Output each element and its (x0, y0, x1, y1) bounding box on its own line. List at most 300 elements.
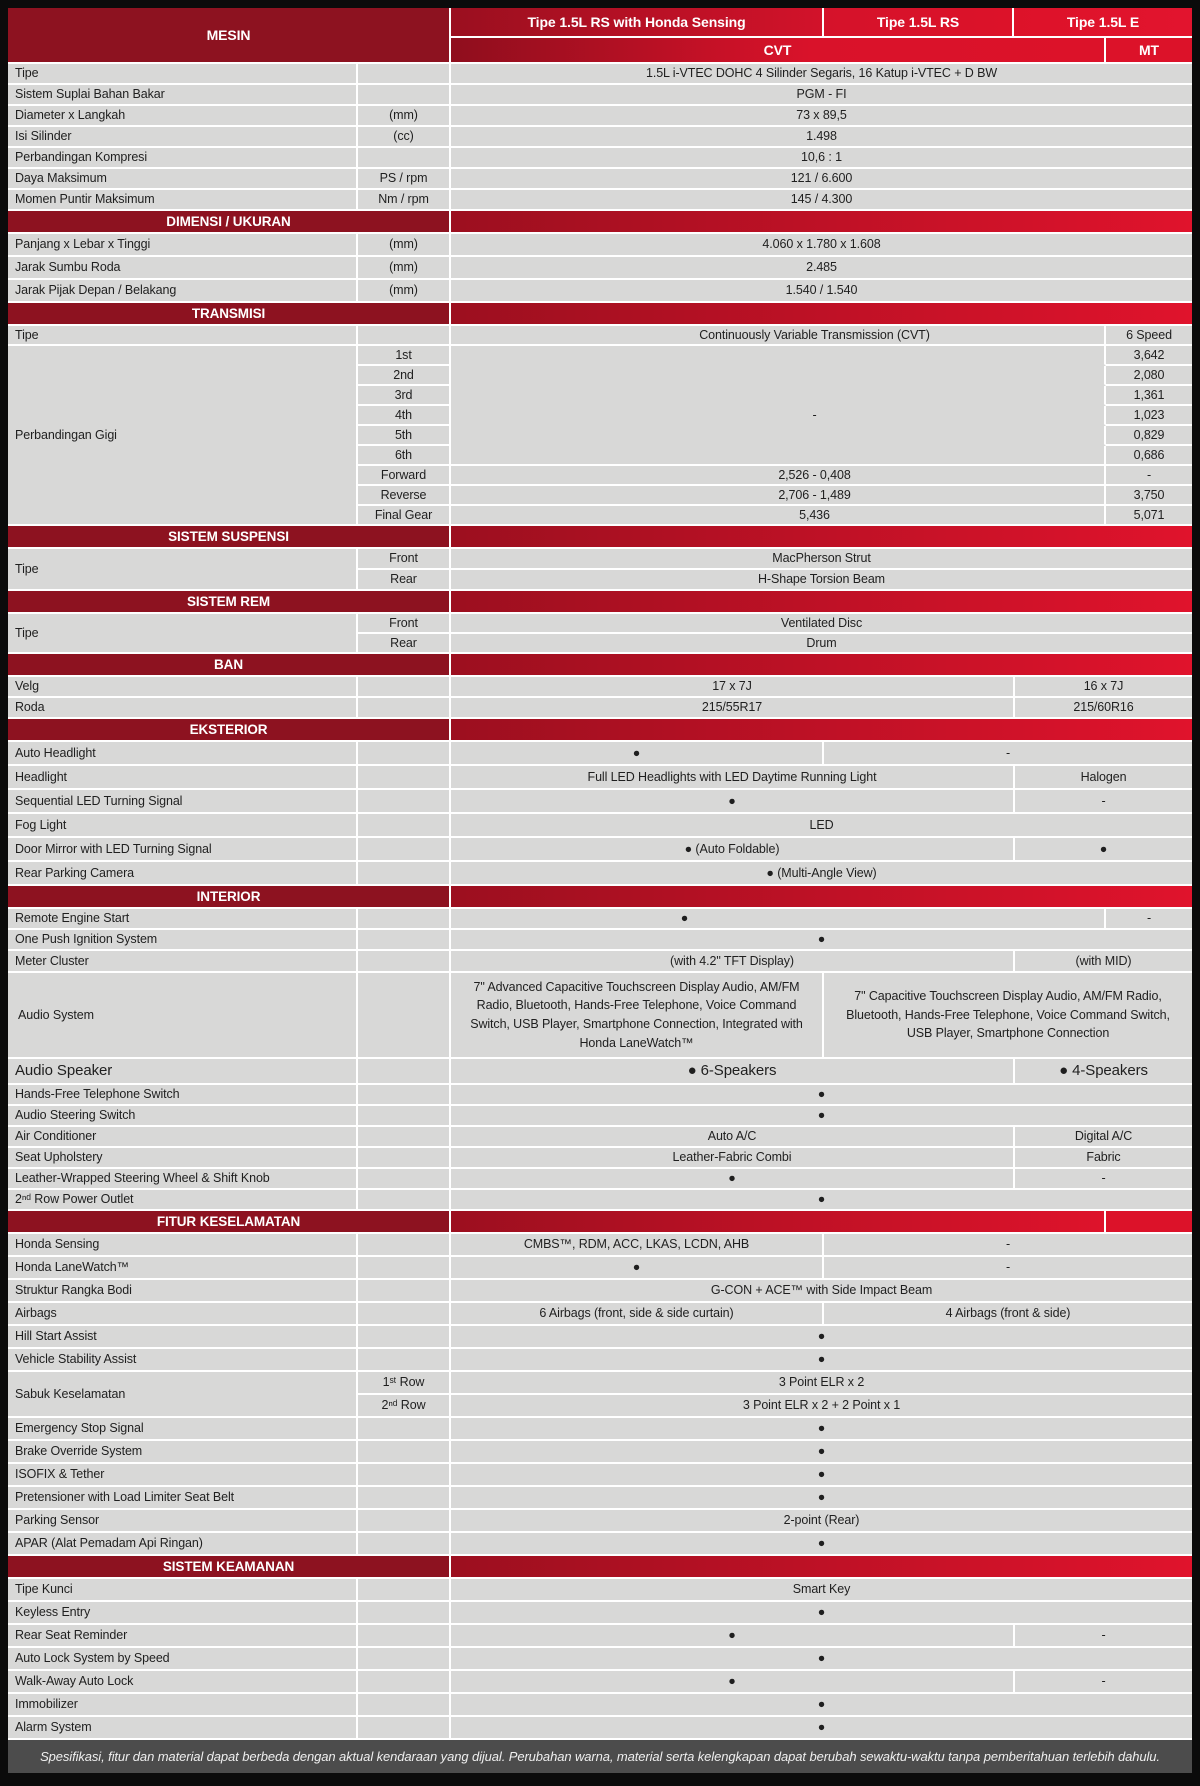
section-title-mesin: MESIN (8, 8, 451, 64)
row-unit: 5th (358, 426, 451, 446)
spec-row (8, 1464, 1192, 1487)
feature-dot: ● (451, 790, 1015, 814)
not-available-mark: - (1106, 466, 1192, 486)
row-label: Diameter x Langkah (8, 106, 358, 127)
spec-row (8, 1169, 1192, 1190)
spec-row (8, 1326, 1192, 1349)
row-label: Honda Sensing (8, 1234, 358, 1257)
value-cell (451, 446, 1106, 466)
row-label: Keyless Entry (8, 1602, 358, 1625)
spec-row (8, 1148, 1192, 1169)
spec-row (358, 549, 1192, 570)
row-unit (358, 814, 451, 838)
value-cell: 3,750 (1106, 486, 1192, 506)
value-cell: 1.540 / 1.540 (451, 280, 1192, 303)
value-cell: 215/60R16 (1015, 698, 1192, 719)
value-cell: 2,080 (1106, 366, 1192, 386)
row-label: Leather-Wrapped Steering Wheel & Shift Knob (8, 1169, 358, 1190)
section (8, 211, 1192, 303)
row-unit (358, 1303, 451, 1326)
row-label: Hands-Free Telephone Switch (8, 1085, 358, 1106)
row-label: Audio Speaker (8, 1059, 358, 1085)
spec-row (8, 1533, 1192, 1556)
value-cell: 0,686 (1106, 446, 1192, 466)
row-label: 2ⁿᵈ Row Power Outlet (8, 1190, 358, 1211)
section-band-fill (451, 1211, 1106, 1234)
row-label: Velg (8, 677, 358, 698)
row-label: Perbandingan Gigi (8, 346, 358, 526)
value-cell: 2-point (Rear) (451, 1510, 1192, 1533)
feature-dot: ● (451, 1625, 1015, 1648)
value-cell: Digital A/C (1015, 1127, 1192, 1148)
section-band-fill (451, 886, 1192, 909)
row-unit: 1ˢᵗ Row (358, 1372, 451, 1395)
spec-row (8, 838, 1192, 862)
value-cell (451, 346, 1106, 366)
row-label: Rear Parking Camera (8, 862, 358, 886)
transmission-header-mt: MT (1106, 38, 1192, 64)
group-rows (358, 614, 1192, 654)
feature-dot: ● (451, 1190, 1192, 1211)
section-title: SISTEM KEAMANAN (8, 1556, 451, 1579)
trim-header-rs-honda-sensing: Tipe 1.5L RS with Honda Sensing (451, 8, 824, 38)
feature-dot: ● (451, 742, 824, 766)
row-label: Remote Engine Start (8, 909, 358, 930)
feature-dot: ● (451, 909, 1106, 930)
row-unit (358, 1127, 451, 1148)
spec-row (358, 426, 1192, 446)
spec-row (8, 1418, 1192, 1441)
section-band-fill (451, 303, 1192, 326)
spec-row (8, 1717, 1192, 1740)
spec-row (8, 698, 1192, 719)
row-unit (358, 1190, 451, 1211)
row-unit: (mm) (358, 106, 451, 127)
spec-row (8, 190, 1192, 211)
section-band (8, 303, 1192, 326)
group-rows (358, 549, 1192, 591)
value-cell: 10,6 : 1 (451, 148, 1192, 169)
value-cell: 1.498 (451, 127, 1192, 148)
feature-dot: ● (451, 1106, 1192, 1127)
spec-row (8, 677, 1192, 698)
value-cell: ● (Multi-Angle View) (451, 862, 1192, 886)
spec-row (8, 1349, 1192, 1372)
spec-row (8, 1625, 1192, 1648)
row-label: Door Mirror with LED Turning Signal (8, 838, 358, 862)
section-title: EKSTERIOR (8, 719, 451, 742)
value-cell: 3 Point ELR x 2 (451, 1372, 1192, 1395)
value-cell: 121 / 6.600 (451, 169, 1192, 190)
group-rows (358, 346, 1192, 526)
value-cell: 215/55R17 (451, 698, 1015, 719)
feature-dot: ● (451, 1257, 824, 1280)
spec-row (358, 634, 1192, 654)
spec-row (358, 1372, 1192, 1395)
spec-row (358, 486, 1192, 506)
value-cell: Halogen (1015, 766, 1192, 790)
spec-row (8, 64, 1192, 85)
spec-row (358, 506, 1192, 526)
feature-dot: ● (451, 1487, 1192, 1510)
value-cell: 1.5L i-VTEC DOHC 4 Silinder Segaris, 16 Katup i-VTEC + D BW (451, 64, 1192, 85)
spec-row (8, 1441, 1192, 1464)
feature-dot: ● (451, 1349, 1192, 1372)
row-unit (358, 790, 451, 814)
feature-dot: ● (451, 1085, 1192, 1106)
row-unit: Nm / rpm (358, 190, 451, 211)
value-cell: 16 x 7J (1015, 677, 1192, 698)
not-available-mark: - (451, 406, 1106, 426)
value-cell: 4.060 x 1.780 x 1.608 (451, 234, 1192, 257)
section (8, 1211, 1192, 1556)
row-label: Brake Override System (8, 1441, 358, 1464)
spec-row (358, 1395, 1192, 1418)
value-cell: 73 x 89,5 (451, 106, 1192, 127)
row-unit (358, 1257, 451, 1280)
spec-row-group (8, 346, 1192, 526)
spec-row (8, 1257, 1192, 1280)
row-label: Air Conditioner (8, 1127, 358, 1148)
spec-row (8, 909, 1192, 930)
feature-dot: ● (451, 1441, 1192, 1464)
row-unit (358, 909, 451, 930)
value-cell: ● 6-Speakers (451, 1059, 1015, 1085)
row-label: Pretensioner with Load Limiter Seat Belt (8, 1487, 358, 1510)
row-label: Roda (8, 698, 358, 719)
value-cell: MacPherson Strut (451, 549, 1192, 570)
row-label: Walk-Away Auto Lock (8, 1671, 358, 1694)
spec-row (8, 148, 1192, 169)
row-unit: Rear (358, 570, 451, 591)
row-unit: 3rd (358, 386, 451, 406)
section-band-fill (451, 719, 1192, 742)
spec-row (8, 1671, 1192, 1694)
row-label: Vehicle Stability Assist (8, 1349, 358, 1372)
spec-row (8, 257, 1192, 280)
feature-dot: ● (451, 1533, 1192, 1556)
value-cell (451, 386, 1106, 406)
row-unit (358, 148, 451, 169)
row-unit (358, 838, 451, 862)
spec-row (358, 446, 1192, 466)
spec-row (8, 1127, 1192, 1148)
feature-dot: ● (451, 930, 1192, 951)
row-label: Daya Maksimum (8, 169, 358, 190)
row-unit (358, 1625, 451, 1648)
section-band-fill (451, 654, 1192, 677)
spec-row-group (8, 1372, 1192, 1418)
value-cell: ● (Auto Foldable) (451, 838, 1015, 862)
row-unit (358, 1694, 451, 1717)
row-unit: 2ⁿᵈ Row (358, 1395, 451, 1418)
row-unit (358, 1717, 451, 1740)
row-unit (358, 951, 451, 973)
row-label: Sabuk Keselamatan (8, 1372, 358, 1418)
spec-row (358, 346, 1192, 366)
row-label: APAR (Alat Pemadam Api Ringan) (8, 1533, 358, 1556)
value-cell: 5,436 (451, 506, 1106, 526)
value-cell: 6 Speed (1106, 326, 1192, 346)
spec-row (8, 862, 1192, 886)
section-band-fill (451, 211, 1192, 234)
row-unit (358, 766, 451, 790)
not-available-mark: - (824, 1234, 1192, 1257)
section-band-fill-mt (1106, 1211, 1192, 1234)
row-unit (358, 1487, 451, 1510)
spec-row (8, 1648, 1192, 1671)
section-title: SISTEM SUSPENSI (8, 526, 451, 549)
spec-row (8, 106, 1192, 127)
row-unit: 1st (358, 346, 451, 366)
value-cell: 2.485 (451, 257, 1192, 280)
value-cell: 6 Airbags (front, side & side curtain) (451, 1303, 824, 1326)
spec-row (8, 1487, 1192, 1510)
value-cell: Fabric (1015, 1148, 1192, 1169)
not-available-mark: - (1106, 909, 1192, 930)
row-unit (358, 1464, 451, 1487)
spec-row (8, 1602, 1192, 1625)
row-unit (358, 1106, 451, 1127)
section (8, 303, 1192, 526)
row-label: Auto Headlight (8, 742, 358, 766)
row-unit (358, 1169, 451, 1190)
section-band (8, 591, 1192, 614)
row-label: Emergency Stop Signal (8, 1418, 358, 1441)
spec-row (8, 85, 1192, 106)
spec-row (8, 1234, 1192, 1257)
row-unit: 4th (358, 406, 451, 426)
row-label: Alarm System (8, 1717, 358, 1740)
feature-dot: ● (451, 1169, 1015, 1190)
spec-row-group (8, 614, 1192, 654)
spec-row (358, 614, 1192, 634)
spec-row (8, 326, 1192, 346)
spec-row (358, 406, 1192, 426)
row-label: Tipe (8, 64, 358, 85)
value-cell: Ventilated Disc (451, 614, 1192, 634)
spec-row (8, 169, 1192, 190)
row-unit (358, 1085, 451, 1106)
transmission-header-row (451, 38, 1192, 64)
section (8, 719, 1192, 886)
value-cell: CMBS™, RDM, ACC, LKAS, LCDN, AHB (451, 1234, 824, 1257)
row-label: Tipe (8, 549, 358, 591)
row-unit: Front (358, 614, 451, 634)
trim-header-e: Tipe 1.5L E (1014, 8, 1192, 38)
section-band (8, 526, 1192, 549)
row-unit (358, 1280, 451, 1303)
value-cell: H-Shape Torsion Beam (451, 570, 1192, 591)
spec-row (8, 930, 1192, 951)
row-unit (358, 1671, 451, 1694)
value-cell: Leather-Fabric Combi (451, 1148, 1015, 1169)
row-label: Airbags (8, 1303, 358, 1326)
section (8, 526, 1192, 591)
row-unit (358, 1579, 451, 1602)
feature-dot: ● (451, 1326, 1192, 1349)
row-unit (358, 1349, 451, 1372)
trim-header-block (451, 8, 1192, 64)
feature-dot: ● (1015, 838, 1192, 862)
spec-row (8, 973, 1192, 1059)
spec-table-body (8, 64, 1192, 1740)
spec-row (8, 814, 1192, 838)
row-unit: Forward (358, 466, 451, 486)
value-cell: 5,071 (1106, 506, 1192, 526)
spec-row (8, 790, 1192, 814)
spec-row (8, 1280, 1192, 1303)
row-unit (358, 1602, 451, 1625)
value-cell: 7" Capacitive Touchscreen Display Audio, AM/FM Radio, Bluetooth, Hands-Free Telephone, Voice Command Switch, USB Player, Smartphone Connection (824, 973, 1192, 1059)
value-cell: 0,829 (1106, 426, 1192, 446)
value-cell: Full LED Headlights with LED Daytime Running Light (451, 766, 1015, 790)
section-band-fill (451, 1556, 1192, 1579)
value-cell: Drum (451, 634, 1192, 654)
footer-disclaimer: Spesifikasi, fitur dan material dapat berbeda dengan aktual kendaraan yang dijual. Perubahan warna, material serta kelengkapan dapat berubah sewaktu-waktu tanpa pemberitahuan terlebih dahulu. (8, 1740, 1192, 1773)
row-unit: 6th (358, 446, 451, 466)
row-unit (358, 862, 451, 886)
row-unit (358, 698, 451, 719)
row-unit: Front (358, 549, 451, 570)
value-cell: PGM - FI (451, 85, 1192, 106)
section-title: TRANSMISI (8, 303, 451, 326)
row-label: Immobilizer (8, 1694, 358, 1717)
not-available-mark: - (824, 1257, 1192, 1280)
feature-dot: ● (451, 1648, 1192, 1671)
feature-dot: ● (451, 1418, 1192, 1441)
section-title: DIMENSI / UKURAN (8, 211, 451, 234)
spec-row (358, 466, 1192, 486)
spec-row (8, 1106, 1192, 1127)
row-unit: PS / rpm (358, 169, 451, 190)
row-label: Headlight (8, 766, 358, 790)
row-unit (358, 973, 451, 1059)
row-label: Sequential LED Turning Signal (8, 790, 358, 814)
row-unit (358, 1059, 451, 1085)
row-label: Jarak Sumbu Roda (8, 257, 358, 280)
value-cell: LED (451, 814, 1192, 838)
row-unit (358, 1533, 451, 1556)
row-label: One Push Ignition System (8, 930, 358, 951)
row-label: Parking Sensor (8, 1510, 358, 1533)
row-unit (358, 64, 451, 85)
section (8, 654, 1192, 719)
spec-row (8, 127, 1192, 148)
row-label: Meter Cluster (8, 951, 358, 973)
value-cell (451, 366, 1106, 386)
spec-row (358, 570, 1192, 591)
value-cell: 4 Airbags (front & side) (824, 1303, 1192, 1326)
feature-dot: ● (451, 1602, 1192, 1625)
value-cell: Auto A/C (451, 1127, 1015, 1148)
row-label: Perbandingan Kompresi (8, 148, 358, 169)
row-unit: Reverse (358, 486, 451, 506)
spec-row (8, 1059, 1192, 1085)
section-title: BAN (8, 654, 451, 677)
spec-row (358, 386, 1192, 406)
row-label: Struktur Rangka Bodi (8, 1280, 358, 1303)
row-unit: 2nd (358, 366, 451, 386)
value-cell: (with MID) (1015, 951, 1192, 973)
group-rows (358, 1372, 1192, 1418)
row-unit (358, 326, 451, 346)
section (8, 64, 1192, 211)
feature-dot: ● (451, 1694, 1192, 1717)
table-header (8, 8, 1192, 64)
section-title: FITUR KESELAMATAN (8, 1211, 451, 1234)
feature-dot: ● (451, 1671, 1015, 1694)
row-unit (358, 742, 451, 766)
row-label: ISOFIX & Tether (8, 1464, 358, 1487)
value-cell: (with 4.2" TFT Display) (451, 951, 1015, 973)
value-cell: ● 4-Speakers (1015, 1059, 1192, 1085)
not-available-mark: - (1015, 1671, 1192, 1694)
trim-header-rs: Tipe 1.5L RS (824, 8, 1014, 38)
row-unit (358, 930, 451, 951)
spec-row (358, 366, 1192, 386)
row-unit: Rear (358, 634, 451, 654)
row-unit (358, 1234, 451, 1257)
section (8, 591, 1192, 654)
row-label: Tipe Kunci (8, 1579, 358, 1602)
spec-row (8, 742, 1192, 766)
spec-row (8, 234, 1192, 257)
row-label: Panjang x Lebar x Tinggi (8, 234, 358, 257)
transmission-header-cvt: CVT (451, 38, 1106, 64)
row-unit (358, 85, 451, 106)
value-cell: 17 x 7J (451, 677, 1015, 698)
row-label: Sistem Suplai Bahan Bakar (8, 85, 358, 106)
not-available-mark: - (1015, 1169, 1192, 1190)
row-label: Fog Light (8, 814, 358, 838)
value-cell: G-CON + ACE™ with Side Impact Beam (451, 1280, 1192, 1303)
row-label: Rear Seat Reminder (8, 1625, 358, 1648)
row-unit (358, 1510, 451, 1533)
feature-dot: ● (451, 1717, 1192, 1740)
not-available-mark: - (824, 742, 1192, 766)
spec-row (8, 766, 1192, 790)
row-unit (358, 1418, 451, 1441)
spec-row (8, 1190, 1192, 1211)
value-cell: 2,706 - 1,489 (451, 486, 1106, 506)
value-cell: Smart Key (451, 1579, 1192, 1602)
not-available-mark: - (1015, 1625, 1192, 1648)
row-label: Jarak Pijak Depan / Belakang (8, 280, 358, 303)
spec-row (8, 951, 1192, 973)
section-band (8, 654, 1192, 677)
feature-dot: ● (451, 1464, 1192, 1487)
spec-row (8, 1510, 1192, 1533)
spec-row (8, 1694, 1192, 1717)
spec-row (8, 1579, 1192, 1602)
row-label: Momen Puntir Maksimum (8, 190, 358, 211)
row-unit: (mm) (358, 257, 451, 280)
row-unit (358, 1148, 451, 1169)
row-label: Audio System (8, 973, 358, 1059)
not-available-mark: - (1015, 790, 1192, 814)
value-cell: 3,642 (1106, 346, 1192, 366)
value-cell: 3 Point ELR x 2 + 2 Point x 1 (451, 1395, 1192, 1418)
row-unit (358, 1648, 451, 1671)
row-label: Auto Lock System by Speed (8, 1648, 358, 1671)
value-cell: 145 / 4.300 (451, 190, 1192, 211)
spec-row (8, 1303, 1192, 1326)
section-band (8, 886, 1192, 909)
section-band (8, 719, 1192, 742)
spec-row (8, 280, 1192, 303)
value-cell: 7" Advanced Capacitive Touchscreen Display Audio, AM/FM Radio, Bluetooth, Hands-Free Telephone, Voice Command Switch, USB Player, Smartphone Connection, Integrated with Honda LaneWatch™ (451, 973, 824, 1059)
